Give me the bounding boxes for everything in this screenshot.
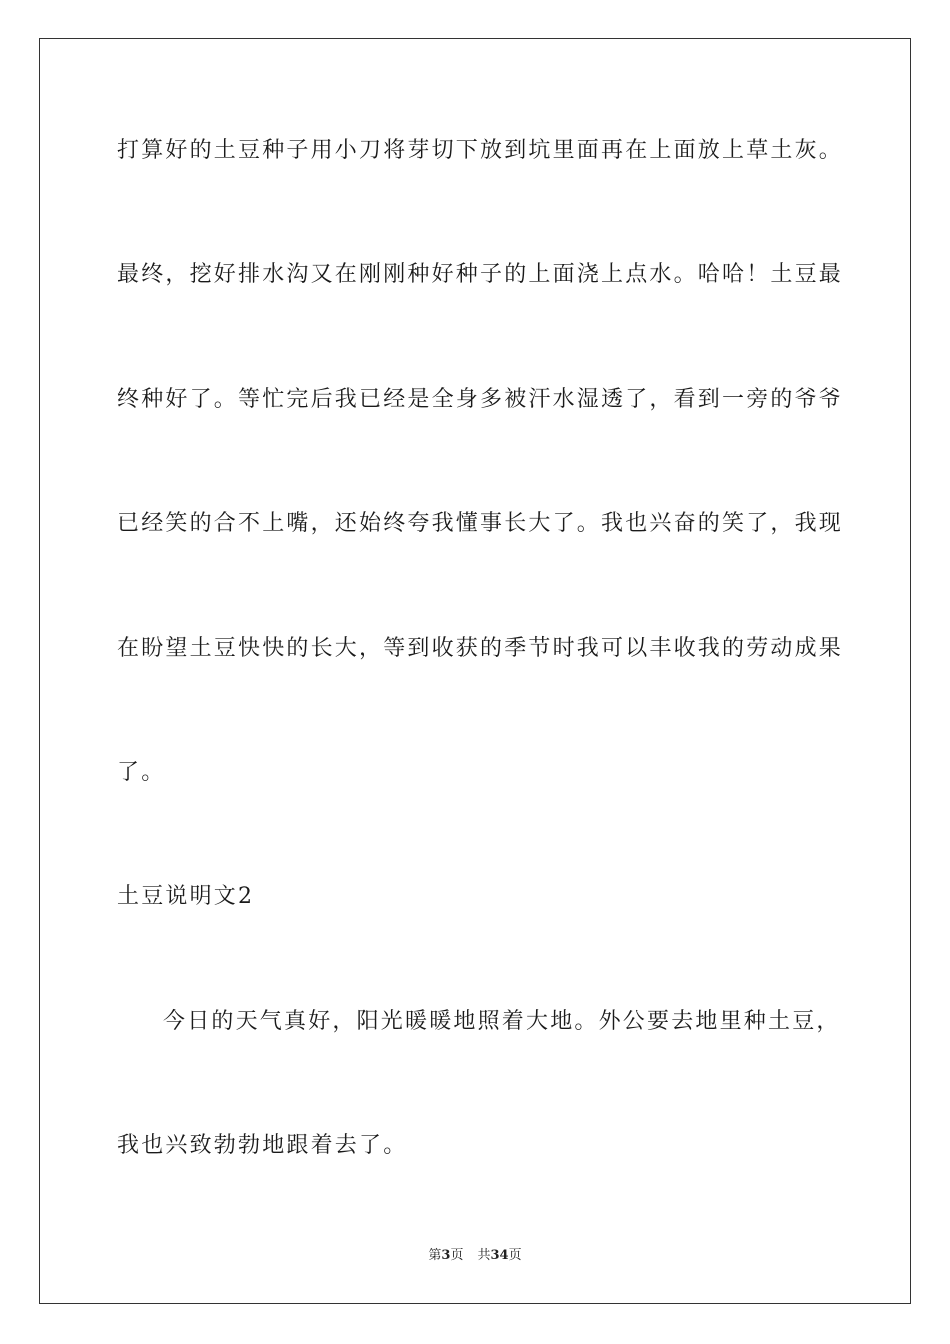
footer-total-suffix: 页 [508, 1248, 522, 1263]
body-line-5: 在盼望土豆快快的长大，等到收获的季节时我可以丰收我的劳动成果 [117, 636, 844, 661]
para2-line-2: 我也兴致勃勃地跟着去了。 [117, 1133, 408, 1158]
footer-prefix: 第 [428, 1248, 442, 1263]
footer-page-number: 3 [441, 1248, 451, 1263]
body-line-1: 打算好的土豆种子用小刀将芽切下放到坑里面再在上面放上草土灰。 [117, 138, 844, 163]
footer-page-suffix: 页 [450, 1248, 464, 1263]
body-line-6: 了。 [117, 760, 166, 785]
body-line-2: 最终，挖好排水沟又在刚刚种好种子的上面浇上点水。哈哈！土豆最 [117, 262, 844, 287]
page-footer [0, 1247, 950, 1265]
footer-total-pages: 34 [490, 1248, 509, 1263]
section-title: 土豆说明文2 [117, 884, 255, 909]
footer-total-prefix: 共 [477, 1248, 491, 1263]
para2-line-1: 今日的天气真好，阳光暖暖地照着大地。外公要去地里种土豆， [163, 1009, 841, 1034]
body-line-4: 已经笑的合不上嘴，还始终夸我懂事长大了。我也兴奋的笑了，我现 [117, 511, 844, 536]
body-line-3: 终种好了。等忙完后我已经是全身多被汗水湿透了，看到一旁的爷爷 [117, 387, 844, 412]
page-border [39, 38, 911, 1304]
